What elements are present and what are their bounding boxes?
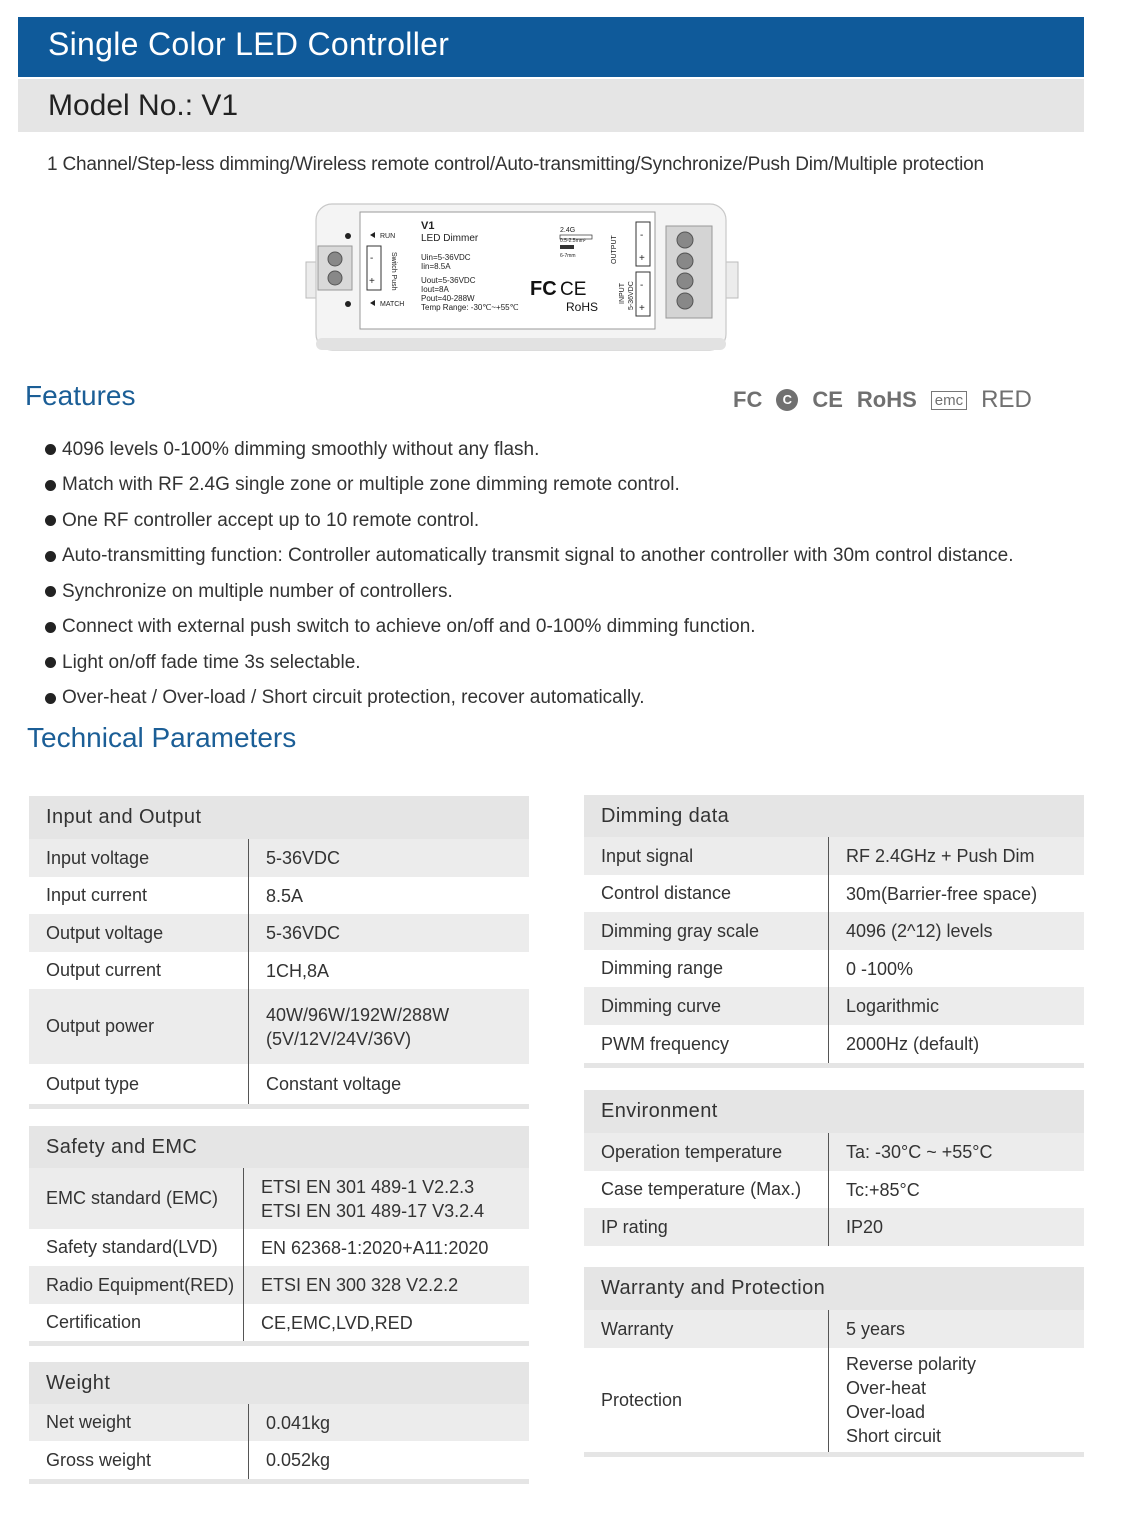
table-row: Input voltage 5-36VDC (29, 839, 529, 877)
device-switch-label: Switch Push (390, 252, 397, 291)
rohs-logo: RoHS (856, 387, 917, 412)
table-row: Input current 8.5A (29, 877, 529, 914)
device-iout: Iout=8A (421, 285, 449, 294)
table-row: Gross weight 0.052kg (29, 1441, 529, 1479)
table-heading-environment: Environment (584, 1090, 1084, 1133)
bullet-icon (45, 444, 56, 455)
bullet-icon (45, 693, 56, 704)
table-row: Operation temperature Ta: -30°C ~ +55°C (584, 1133, 1084, 1171)
fcc-logo: FC (733, 387, 763, 412)
table-row: IP rating IP20 (584, 1208, 1084, 1246)
model-banner (18, 79, 1084, 132)
device-input-voltage: 5-36VDC (628, 281, 635, 310)
svg-text:-: - (370, 253, 374, 264)
emc-logo: emc (931, 391, 967, 410)
device-iin: Iin=8.5A (421, 262, 451, 271)
table-row: Dimming curve Logarithmic (584, 987, 1084, 1025)
parameters-right-column (584, 795, 1084, 1457)
device-fc-mark: FC (530, 278, 557, 300)
table-row: Net weight 0.041kg (29, 1404, 529, 1441)
device-output-label: OUTPUT (611, 235, 618, 264)
features-heading: Features (25, 380, 136, 411)
feature-item: 4096 levels 0-100% dimming smoothly without any flash. (45, 432, 1095, 468)
page-title: Single Color LED Controller (48, 26, 450, 62)
device-uout: Uout=5-36VDC (421, 276, 476, 285)
table-row: Radio Equipment(RED) ETSI EN 300 328 V2.2.2 (29, 1266, 529, 1304)
device-match-label: MATCH (380, 301, 405, 308)
device-input-label: INPUT (619, 283, 626, 304)
table-heading-weight: Weight (29, 1362, 529, 1404)
feature-item: One RF controller accept up to 10 remote control. (45, 503, 1095, 539)
svg-text:+: + (369, 276, 375, 287)
ce-logo: CE (812, 387, 843, 412)
model-number: Model No.: V1 (48, 89, 239, 122)
device-name: LED Dimmer (421, 233, 479, 244)
table-row: Output type Constant voltage (29, 1064, 529, 1104)
svg-text:-: - (640, 230, 644, 241)
feature-item: Light on/off fade time 3s selectable. (45, 645, 1095, 681)
certification-logos (733, 386, 1032, 414)
table-row: Safety standard(LVD) EN 62368-1:2020+A11:2020 (29, 1229, 529, 1266)
device-wire1: 0.5-2.5mm² (560, 238, 586, 244)
device-run-label: RUN (380, 233, 396, 240)
table-row: Protection Reverse polarity Over-heat Over-load Short circuit (584, 1348, 1084, 1452)
device-temp: Temp Range: -30℃~+55℃ (421, 303, 519, 312)
bullet-icon (45, 586, 56, 597)
table-row: Dimming range 0 -100% (584, 950, 1084, 987)
table-row: PWM frequency 2000Hz (default) (584, 1025, 1084, 1063)
technical-heading: Technical Parameters (27, 722, 297, 753)
table-row: Case temperature (Max.) Tc:+85°C (584, 1171, 1084, 1208)
table-row: Output voltage 5-36VDC (29, 914, 529, 952)
device-model: V1 (421, 220, 435, 232)
svg-text:+: + (639, 253, 645, 264)
bullet-icon (45, 551, 56, 562)
table-row: Output power 40W/96W/192W/288W (5V/12V/24V/36V) (29, 989, 529, 1064)
table-row: Input signal RF 2.4GHz + Push Dim (584, 837, 1084, 875)
device-pout: Pout=40-288W (421, 294, 475, 303)
table-row: Dimming gray scale 4096 (2^12) levels (584, 912, 1084, 950)
bullet-icon (45, 480, 56, 491)
product-summary: 1 Channel/Step-less dimming/Wireless remote control/Auto-transmitting/Synchronize/Push Dim/Multiple protection (47, 154, 984, 175)
feature-item: Connect with external push switch to achieve on/off and 0-100% dimming function. (45, 610, 1095, 646)
feature-item: Synchronize on multiple number of controllers. (45, 574, 1095, 610)
device-illustration (296, 198, 746, 358)
bullet-icon (45, 657, 56, 668)
device-ce-mark: CE (560, 279, 587, 300)
feature-item: Over-heat / Over-load / Short circuit protection, recover automatically. (45, 681, 1095, 717)
device-rohs-mark: RoHS (566, 300, 599, 314)
table-row: EMC standard (EMC) ETSI EN 301 489-1 V2.2.3 ETSI EN 301 489-17 V3.2.4 (29, 1168, 529, 1229)
table-heading-dimming: Dimming data (584, 795, 1084, 837)
feature-item: Auto-transmitting function: Controller automatically transmit signal to another controller with 30m control distance. (45, 539, 1095, 575)
title-banner (18, 17, 1084, 77)
bullet-icon (45, 515, 56, 526)
parameters-left-column (29, 796, 529, 1484)
device-freq: 2.4G (560, 227, 576, 234)
table-heading-input-output: Input and Output (29, 796, 529, 839)
table-row: Certification CE,EMC,LVD,RED (29, 1304, 529, 1341)
table-row: Output current 1CH,8A (29, 952, 529, 989)
feature-list (45, 432, 1095, 716)
device-uin: Uin=5-36VDC (421, 253, 471, 262)
svg-text:+: + (639, 303, 645, 314)
bullet-icon (45, 622, 56, 633)
table-heading-safety-emc: Safety and EMC (29, 1126, 529, 1168)
feature-item: Match with RF 2.4G single zone or multiple zone dimming remote control. (45, 468, 1095, 504)
table-row: Warranty 5 years (584, 1310, 1084, 1348)
svg-text:-: - (640, 280, 644, 291)
table-row: Control distance 30m(Barrier-free space) (584, 875, 1084, 912)
device-wire2: 6-7mm (560, 253, 576, 259)
c-tick-logo: C (776, 389, 798, 411)
table-heading-warranty: Warranty and Protection (584, 1267, 1084, 1310)
red-logo: RED (981, 386, 1032, 413)
